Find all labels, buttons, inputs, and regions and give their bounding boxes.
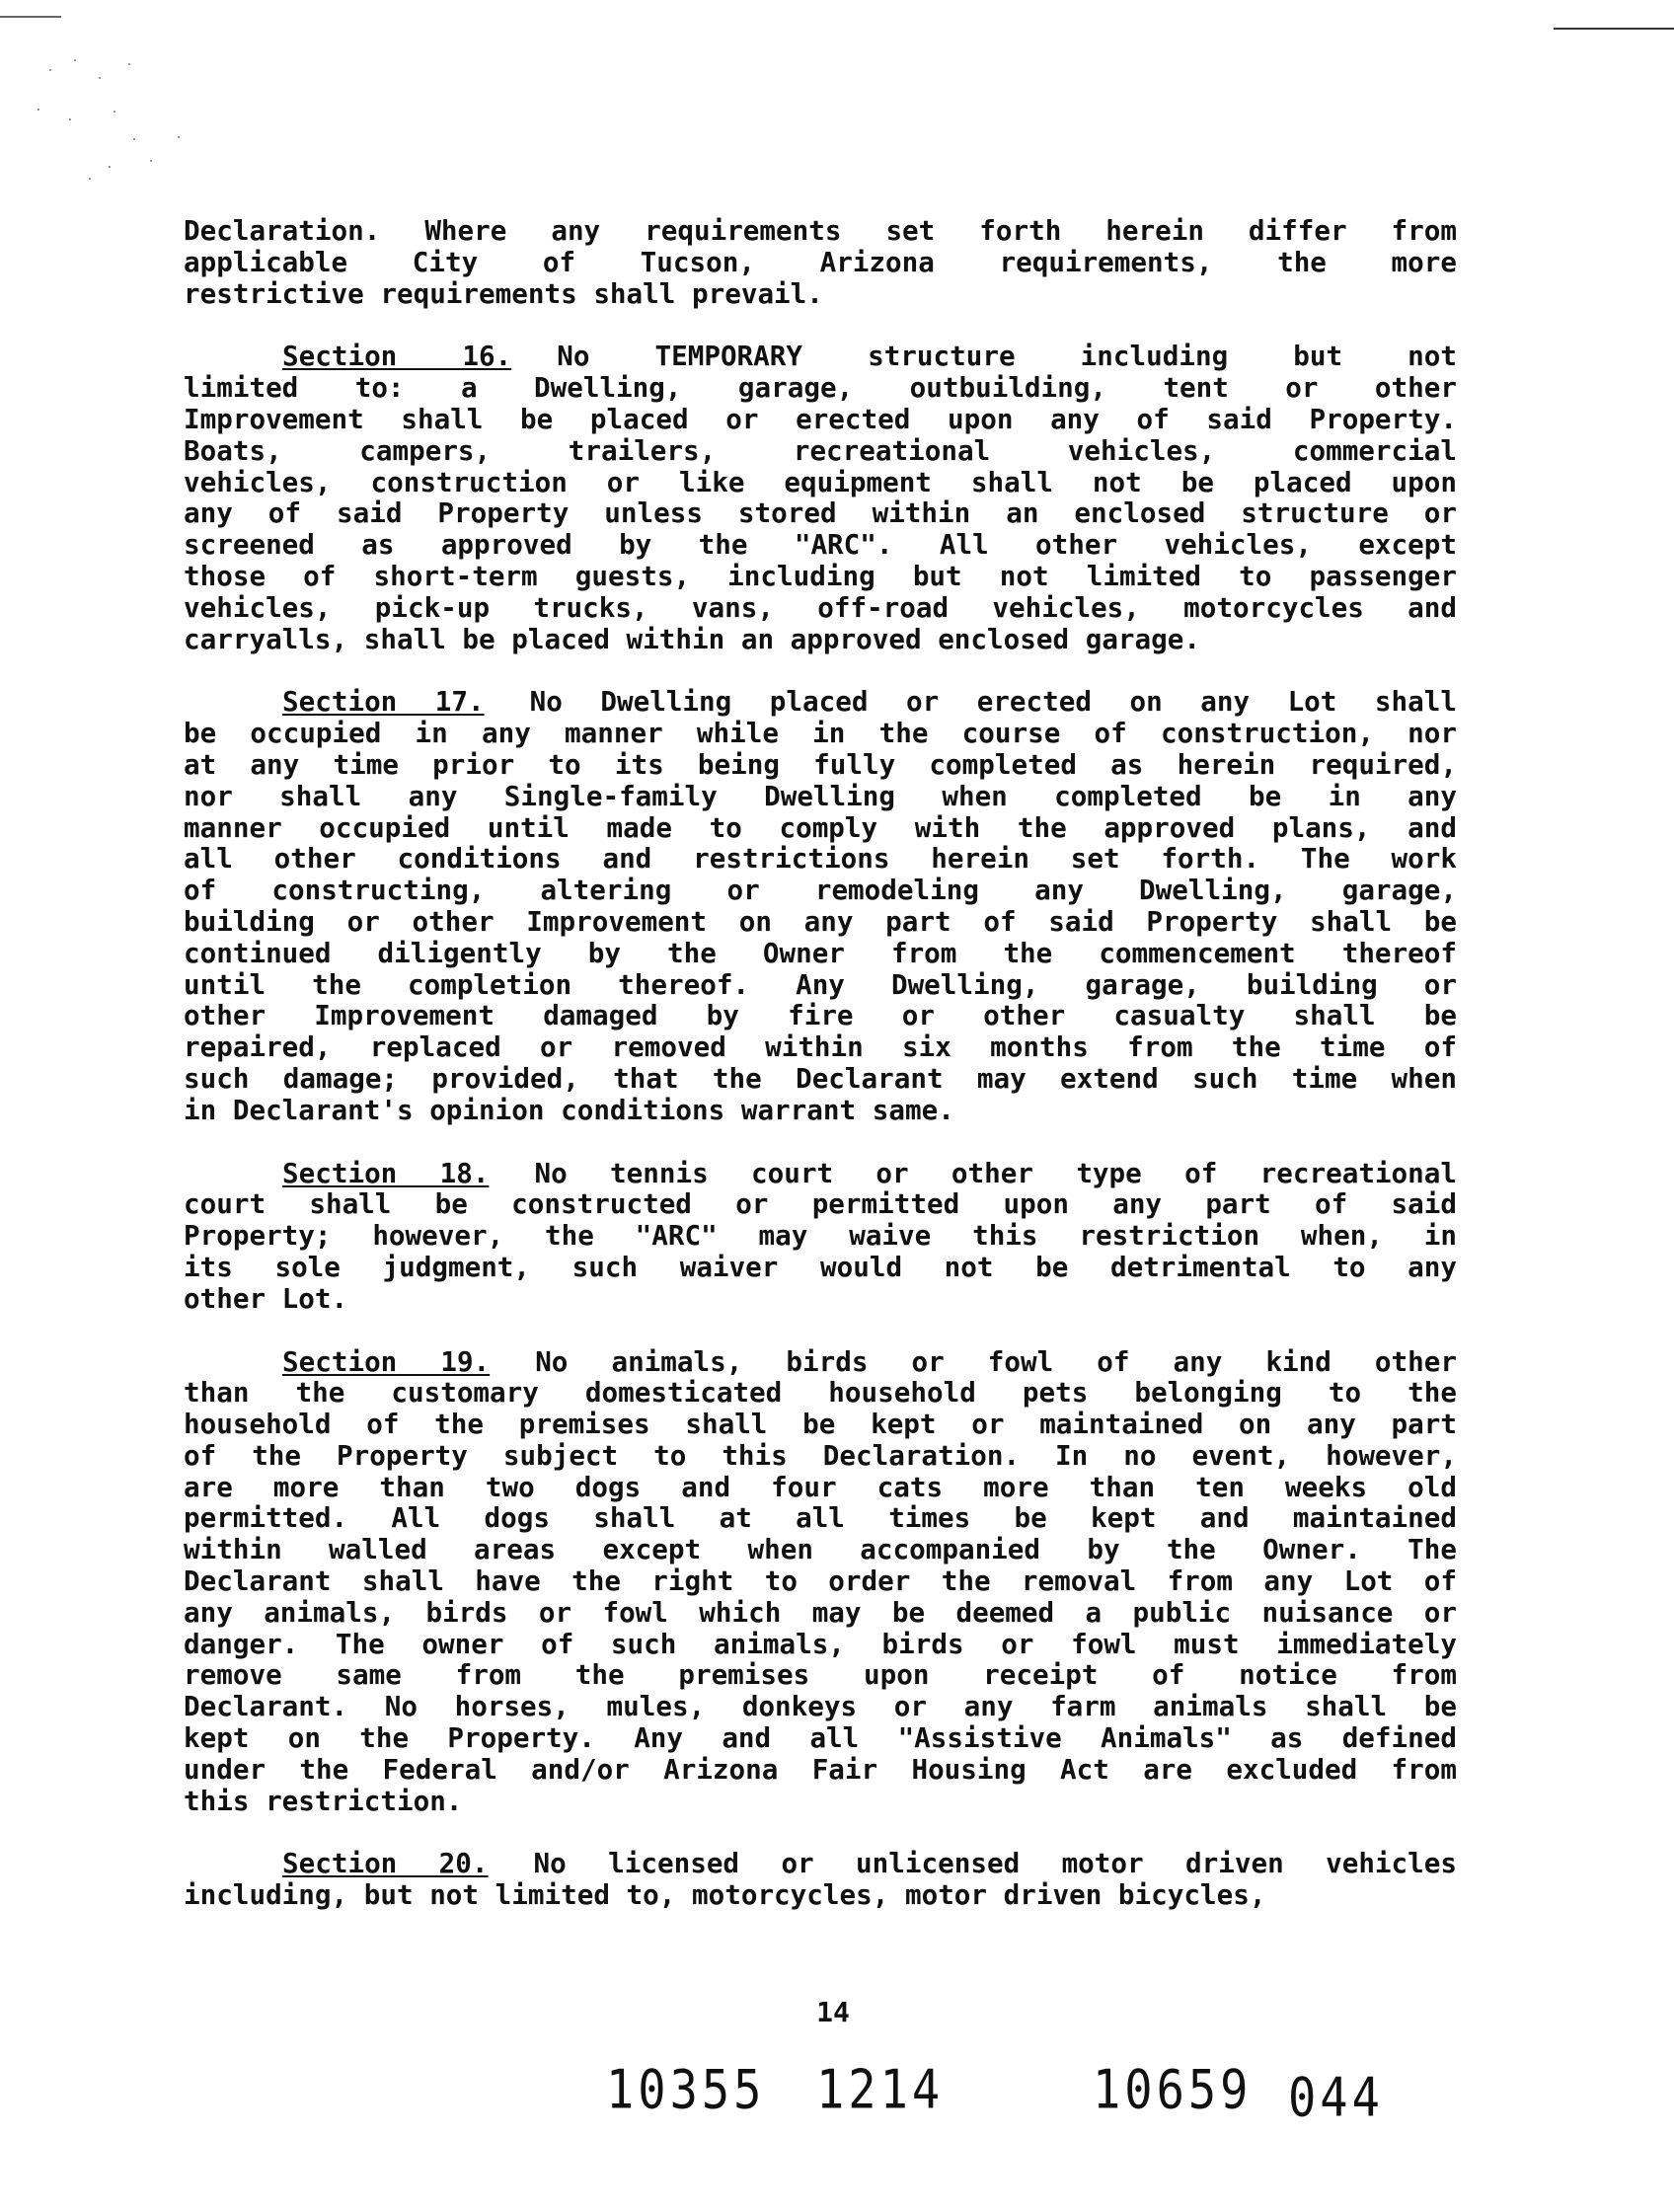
text-line: at any time prior to its being fully completed as herein required,: [184, 747, 1457, 781]
text-line: until the completion thereof. Any Dwelling, garage, building or: [184, 967, 1457, 1001]
text-line: limited to: a Dwelling, garage, outbuilding, tent or other: [184, 371, 1457, 405]
text-line: including, but not limited to, motorcycles, motor driven bicycles,: [184, 1878, 1266, 1912]
text-line: kept on the Property. Any and all "Assistive Animals" as defined: [184, 1721, 1457, 1755]
document-body: [184, 215, 1457, 1943]
text-line: Declaration. Where any requirements set forth herein differ from: [184, 214, 1457, 247]
recording-number: 10355: [606, 2058, 766, 2122]
section-paragraph: [184, 341, 1457, 654]
text-line: vehicles, construction or like equipment shall not be placed upon: [184, 465, 1457, 498]
text-line: of the Property subject to this Declaration. In no event, however,: [184, 1438, 1457, 1472]
scan-specks: [30, 49, 227, 197]
text-line: remove same from the premises upon receipt of notice from: [184, 1658, 1457, 1692]
scan-mark-top-left: [0, 16, 61, 18]
section-paragraph: [184, 686, 1457, 1125]
section-heading: Section 19.: [282, 1344, 491, 1378]
text-line: under the Federal and/or Arizona Fair Housing Act are excluded from: [184, 1752, 1457, 1786]
text-line: are more than two dogs and four cats more than ten weeks old: [184, 1470, 1457, 1503]
section-paragraph: [184, 1158, 1457, 1315]
text-line: permitted. All dogs shall at all times be kept and maintained: [184, 1501, 1457, 1535]
text-line: other Improvement damaged by fire or other casualty shall be: [184, 999, 1457, 1032]
intro-paragraph: [184, 215, 1457, 309]
text-line: nor shall any Single-family Dwelling when completed be in any: [184, 779, 1457, 812]
page-number: 14: [816, 1996, 850, 2028]
text-line: within walled areas except when accompanied by the Owner. The: [184, 1533, 1457, 1566]
section-first-line: No Dwelling placed or erected on any Lot shall: [529, 685, 1457, 719]
text-line: danger. The owner of such animals, birds or fowl must immediately: [184, 1627, 1457, 1660]
text-line: any animals, birds or fowl which may be deemed a public nuisance or: [184, 1595, 1457, 1629]
text-line: carryalls, shall be placed within an approved enclosed garage.: [184, 622, 1200, 655]
text-line: Improvement shall be placed or erected upon any of said Property.: [184, 402, 1457, 435]
text-line: Declarant. No horses, mules, donkeys or any farm animals shall be: [184, 1690, 1457, 1723]
section-first-line: No TEMPORARY structure including but not: [557, 340, 1457, 373]
text-line: continued diligently by the Owner from the commencement thereof: [184, 936, 1457, 969]
text-line: [184, 1346, 1457, 1378]
text-line: [184, 1848, 1457, 1879]
text-line: [184, 1158, 1457, 1189]
text-line: those of short-term guests, including but not limited to passenger: [184, 559, 1457, 592]
text-line: than the customary domesticated household pets belonging to the: [184, 1376, 1457, 1410]
section-heading: Section 18.: [282, 1156, 490, 1189]
recording-number: 10659: [1093, 2058, 1253, 2122]
text-line: court shall be constructed or permitted upon any part of said: [184, 1187, 1457, 1221]
text-line: [184, 341, 1457, 372]
text-line: Declarant shall have the right to order the removal from any Lot of: [184, 1564, 1457, 1598]
text-line: vehicles, pick-up trucks, vans, off-road vehicles, motorcycles and: [184, 590, 1457, 624]
text-line: other Lot.: [184, 1281, 348, 1315]
section-first-line: No animals, birds or fowl of any kind other: [535, 1344, 1457, 1378]
section-paragraph: [184, 1848, 1457, 1911]
section-heading: Section 16.: [282, 340, 512, 373]
text-line: restrictive requirements shall prevail.: [184, 276, 823, 310]
sections-container: [184, 341, 1457, 1911]
section-heading: Section 20.: [282, 1847, 489, 1880]
text-line: in Declarant's opinion conditions warrant same.: [184, 1093, 954, 1126]
text-line: household of the premises shall be kept or maintained on any part: [184, 1408, 1457, 1441]
section-heading: Section 17.: [282, 685, 485, 719]
text-line: any of said Property unless stored within an enclosed structure or: [184, 496, 1457, 530]
text-line: manner occupied until made to comply with the approved plans, and: [184, 810, 1457, 844]
section-first-line: No tennis court or other type of recreational: [534, 1156, 1457, 1189]
text-line: applicable City of Tucson, Arizona requirements, the more: [184, 245, 1457, 278]
text-line: Boats, campers, trailers, recreational vehicles, commercial: [184, 433, 1457, 467]
text-line: of constructing, altering or remodeling any Dwelling, garage,: [184, 874, 1457, 907]
recording-number: 1214: [816, 2058, 945, 2122]
text-line: repaired, replaced or removed within six months from the time of: [184, 1030, 1457, 1064]
section-paragraph: [184, 1346, 1457, 1817]
scan-mark-top-right: [1554, 28, 1674, 30]
text-line: [184, 686, 1457, 718]
recording-number: 044: [1288, 2066, 1384, 2130]
text-line: such damage; provided, that the Declarant may extend such time when: [184, 1061, 1457, 1095]
text-line: all other conditions and restrictions herein set forth. The work: [184, 842, 1457, 876]
text-line: screened as approved by the "ARC". All other vehicles, except: [184, 528, 1457, 562]
section-first-line: No licensed or unlicensed motor driven vehicles: [533, 1847, 1457, 1880]
text-line: building or other Improvement on any part of said Property shall be: [184, 904, 1457, 938]
text-line: be occupied in any manner while in the course of construction, nor: [184, 717, 1457, 750]
text-line: its sole judgment, such waiver would not be detrimental to any: [184, 1250, 1457, 1283]
text-line: this restriction.: [184, 1784, 463, 1817]
text-line: Property; however, the "ARC" may waive this restriction when, in: [184, 1219, 1457, 1253]
